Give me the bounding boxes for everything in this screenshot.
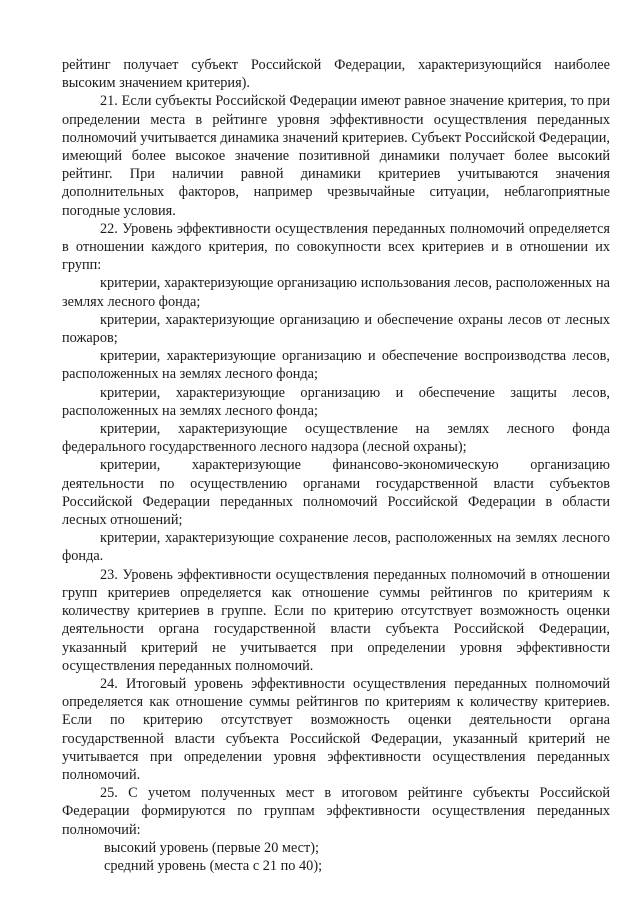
criteria-item-fire-protection: критерии, характеризующие организацию и обеспечение охраны лесов от лесных пожаров; [62,311,610,347]
paragraph-continuation: рейтинг получает субъект Российской Федерации, характеризующийся наиболее высоким значением критерия). [62,57,610,92]
level-high: высокий уровень (первые 20 мест); [104,839,320,856]
criteria-item-preservation: критерии, характеризующие сохранение лесов, расположенных на землях лесного фонда. [62,530,610,565]
paragraph-25: 25. С учетом полученных мест в итоговом рейтинге субъекты Российской Федерации формируются по группам эффективности осуществления переданных полномочий: [62,785,610,838]
document-page [62,56,610,875]
paragraph-23: 23. Уровень эффективности осуществления переданных полномочий в отношении групп критериев определяется как отношение суммы рейтингов по критериям к количеству критериев в группе. Если по критерию отсутствует возможность оценки деятельности органа государственной власти субъекта Российской Федерации, указанный критерий не учитывается при определении уровня эффективности осуществления переданных полномочий. [62,566,610,674]
criteria-item-forest-use: критерии, характеризующие организацию использования лесов, расположенных на землях лесного фонда; [62,275,610,310]
criteria-item-reproduction: критерии, характеризующие организацию и обеспечение воспроизводства лесов, расположенных на землях лесного фонда; [62,348,610,383]
paragraph-24: 24. Итоговый уровень эффективности осуществления переданных полномочий определяется как отношение суммы рейтингов по критериям к количеству критериев. Если по критерию отсутствует возможность оценки деятельности органа государственной власти субъекта Российской Федерации, указанный критерий не учитывается при определении уровня эффективности осуществления переданных полномочий. [62,675,610,783]
criteria-item-forest-protection: критерии, характеризующие организацию и обеспечение защиты лесов, расположенных на землях лесного фонда; [62,384,610,419]
paragraph-21: 21. Если субъекты Российской Федерации имеют равное значение критерия, то при определении места в рейтинге уровня эффективности осуществления переданных полномочий учитывается динамика значений критериев. Субъект Российской Федерации, имеющий более высокое значение позитивной динамики получает более высокий рейтинг. При наличии равной динамики критериев учитываются значения дополнительных факторов, например чрезвычайные ситуации, неблагоприятные погодные условия. [62,93,610,219]
paragraph-22: 22. Уровень эффективности осуществления переданных полномочий определяется в отношении каждого критерия, по совокупности всех критериев и в отношении их групп: [62,220,610,274]
criteria-item-financial: критерии, характеризующие финансово-экономическую организацию деятельности по осуществлению органами государственной власти субъектов Российской Федерации переданных полномочий Российской Федерации в области лесных отношений; [62,457,610,529]
criteria-item-supervision: критерии, характеризующие осуществление на землях лесного фонда федерального государственного лесного надзора (лесной охраны); [62,421,610,456]
level-medium: средний уровень (места с 21 по 40); [104,857,323,874]
